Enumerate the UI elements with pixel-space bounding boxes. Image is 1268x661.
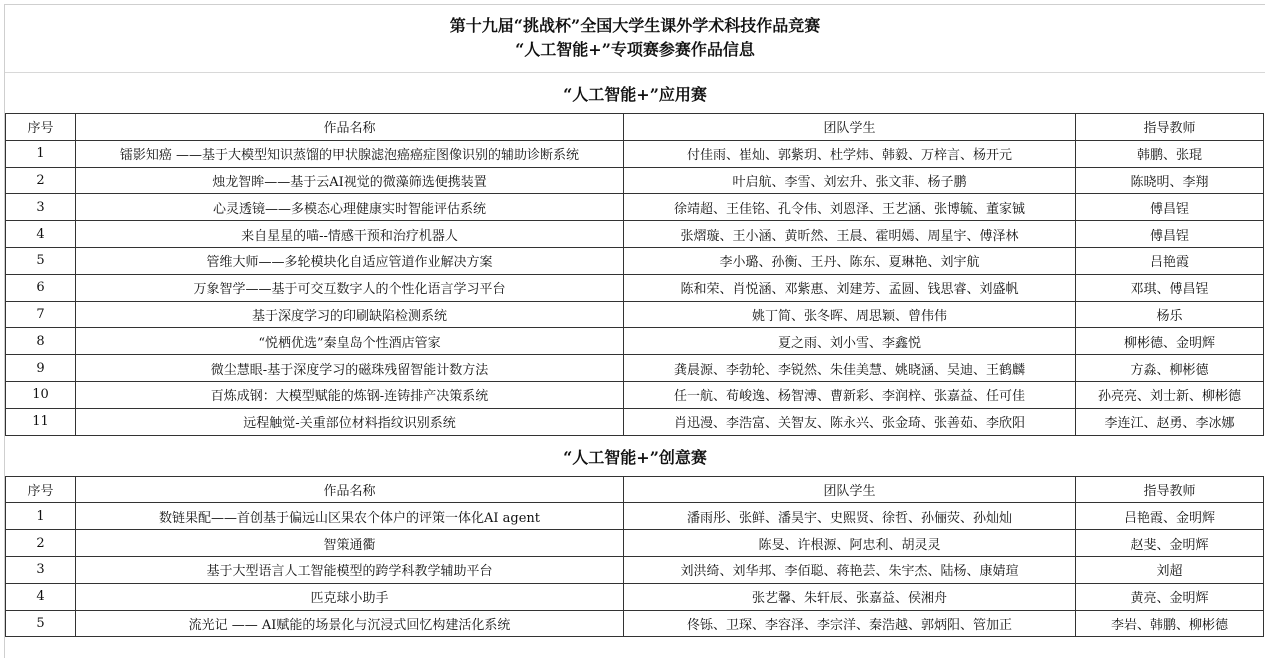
cell-advisor: 傅昌锃 xyxy=(1076,194,1264,221)
header-team-students: 团队学生 xyxy=(624,476,1076,503)
cell-index: 4 xyxy=(6,221,76,248)
cell-work-name: 万象智学——基于可交互数字人的个性化语言学习平台 xyxy=(76,274,624,301)
cell-advisor: 李岩、韩鹏、柳彬德 xyxy=(1076,610,1264,637)
cell-advisor: 陈晓明、李翔 xyxy=(1076,167,1264,194)
cell-work-name: 数链果配——首创基于偏远山区果农个体户的评策一体化AI agent xyxy=(76,503,624,530)
cell-index: 9 xyxy=(6,355,76,382)
table-row xyxy=(6,328,1264,355)
cell-index: 2 xyxy=(6,530,76,557)
cell-index: 5 xyxy=(6,610,76,637)
cell-index: 6 xyxy=(6,274,76,301)
cell-work-name: 流光记 —— AI赋能的场景化与沉浸式回忆构建活化系统 xyxy=(76,610,624,637)
header-advisor: 指导教师 xyxy=(1076,114,1264,141)
cell-work-name: 基于深度学习的印刷缺陷检测系统 xyxy=(76,301,624,328)
works-table xyxy=(5,113,1264,436)
document-sheet xyxy=(4,4,1265,658)
cell-advisor: 傅昌锃 xyxy=(1076,221,1264,248)
document-title-block xyxy=(5,5,1265,73)
cell-advisor: 韩鹏、张琨 xyxy=(1076,140,1264,167)
table-row xyxy=(6,355,1264,382)
header-index: 序号 xyxy=(6,114,76,141)
cell-work-name: 心灵透镜——多模态心理健康实时智能评估系统 xyxy=(76,194,624,221)
cell-advisor: 吕艳霞 xyxy=(1076,247,1264,274)
cell-team-students: 叶启航、李雪、刘宏升、张文菲、杨子鹏 xyxy=(624,167,1076,194)
cell-team-students: 佟铄、卫琛、李容泽、李宗洋、秦浩越、郭炳阳、管加正 xyxy=(624,610,1076,637)
header-team-students: 团队学生 xyxy=(624,114,1076,141)
cell-work-name: “悦栖优选”秦皇岛个性酒店管家 xyxy=(76,328,624,355)
cell-work-name: 微尘慧眼-基于深度学习的磁珠残留智能计数方法 xyxy=(76,355,624,382)
table-row xyxy=(6,530,1264,557)
works-table xyxy=(5,476,1264,638)
cell-work-name: 来自星星的喵--情感干预和治疗机器人 xyxy=(76,221,624,248)
header-work-name: 作品名称 xyxy=(76,476,624,503)
cell-team-students: 李小璐、孙衡、王丹、陈东、夏琳艳、刘宇航 xyxy=(624,247,1076,274)
cell-index: 11 xyxy=(6,408,76,435)
table-row xyxy=(6,381,1264,408)
cell-team-students: 徐靖超、王佳铭、孔令伟、刘恩泽、王艺涵、张博毓、董家铖 xyxy=(624,194,1076,221)
cell-advisor: 吕艳霞、金明辉 xyxy=(1076,503,1264,530)
cell-index: 3 xyxy=(6,194,76,221)
table-header-row xyxy=(6,114,1264,141)
cell-index: 1 xyxy=(6,503,76,530)
table-row xyxy=(6,583,1264,610)
cell-work-name: 镭影知癌 ——基于大模型知识蒸馏的甲状腺滤泡癌癌症图像识别的辅助诊断系统 xyxy=(76,140,624,167)
table-row xyxy=(6,556,1264,583)
table-header-row xyxy=(6,476,1264,503)
cell-team-students: 付佳雨、崔灿、郭紫玥、杜学炜、韩毅、万梓言、杨开元 xyxy=(624,140,1076,167)
header-work-name: 作品名称 xyxy=(76,114,624,141)
table-row xyxy=(6,221,1264,248)
table-row xyxy=(6,301,1264,328)
document-title-line2: “人工智能+”专项赛参赛作品信息 xyxy=(515,40,755,59)
cell-index: 5 xyxy=(6,247,76,274)
cell-team-students: 刘洪绮、刘华邦、李佰聪、蒋艳芸、朱宇杰、陆杨、康婧瑄 xyxy=(624,556,1076,583)
cell-advisor: 黄亮、金明辉 xyxy=(1076,583,1264,610)
cell-team-students: 陈旻、许根源、阿忠利、胡灵灵 xyxy=(624,530,1076,557)
cell-team-students: 姚丁简、张冬晖、周思颖、曾伟伟 xyxy=(624,301,1076,328)
cell-advisor: 柳彬德、金明辉 xyxy=(1076,328,1264,355)
cell-team-students: 张熠璇、王小涵、黄昕然、王晨、霍明嫣、周星宇、傅泽林 xyxy=(624,221,1076,248)
cell-advisor: 刘超 xyxy=(1076,556,1264,583)
cell-team-students: 龚晨源、李勃轮、李锐然、朱佳美慧、姚晓涵、吴迪、王鹤麟 xyxy=(624,355,1076,382)
cell-index: 8 xyxy=(6,328,76,355)
cell-index: 2 xyxy=(6,167,76,194)
cell-advisor: 李连江、赵勇、李冰娜 xyxy=(1076,408,1264,435)
cell-advisor: 方淼、柳彬德 xyxy=(1076,355,1264,382)
cell-advisor: 赵斐、金明辉 xyxy=(1076,530,1264,557)
header-advisor: 指导教师 xyxy=(1076,476,1264,503)
header-index: 序号 xyxy=(6,476,76,503)
cell-work-name: 管维大师——多轮模块化自适应管道作业解决方案 xyxy=(76,247,624,274)
cell-index: 7 xyxy=(6,301,76,328)
cell-team-students: 肖迅漫、李浩富、关智友、陈永兴、张金琦、张善茹、李欣阳 xyxy=(624,408,1076,435)
cell-work-name: 远程触觉-关重部位材料指纹识别系统 xyxy=(76,408,624,435)
table-row xyxy=(6,140,1264,167)
cell-index: 4 xyxy=(6,583,76,610)
table-row xyxy=(6,194,1264,221)
table-row xyxy=(6,167,1264,194)
section-title: “人工智能+”应用赛 xyxy=(563,85,707,104)
cell-advisor: 杨乐 xyxy=(1076,301,1264,328)
sections-container xyxy=(5,73,1265,637)
cell-work-name: 智策通衢 xyxy=(76,530,624,557)
cell-team-students: 夏之雨、刘小雪、李鑫悦 xyxy=(624,328,1076,355)
table-row xyxy=(6,408,1264,435)
document-title-line1: 第十九届“挑战杯”全国大学生课外学术科技作品竞赛 xyxy=(449,16,821,35)
section-title: “人工智能+”创意赛 xyxy=(563,447,707,467)
cell-index: 10 xyxy=(6,381,76,408)
cell-team-students: 任一航、荀峻逸、杨智溥、曹新彩、李润梓、张嘉益、任可佳 xyxy=(624,381,1076,408)
cell-work-name: 匹克球小助手 xyxy=(76,583,624,610)
cell-advisor: 邓琪、傅昌锃 xyxy=(1076,274,1264,301)
table-row xyxy=(6,274,1264,301)
cell-team-students: 潘雨彤、张鲜、潘昊宇、史熙贤、徐哲、孙俪荧、孙灿灿 xyxy=(624,503,1076,530)
cell-team-students: 张艺馨、朱轩辰、张嘉益、侯湘舟 xyxy=(624,583,1076,610)
cell-work-name: 烛龙智眸——基于云AI视觉的微藻筛选便携装置 xyxy=(76,167,624,194)
cell-index: 3 xyxy=(6,556,76,583)
cell-work-name: 百炼成钢：大模型赋能的炼钢-连铸排产决策系统 xyxy=(76,381,624,408)
table-row xyxy=(6,503,1264,530)
cell-advisor: 孙亮亮、刘士新、柳彬德 xyxy=(1076,381,1264,408)
cell-work-name: 基于大型语言人工智能模型的跨学科教学辅助平台 xyxy=(76,556,624,583)
cell-index: 1 xyxy=(6,140,76,167)
table-row xyxy=(6,610,1264,637)
cell-team-students: 陈和荣、肖悦涵、邓紫惠、刘建芳、孟圆、钱思睿、刘盛帆 xyxy=(624,274,1076,301)
table-row xyxy=(6,247,1264,274)
